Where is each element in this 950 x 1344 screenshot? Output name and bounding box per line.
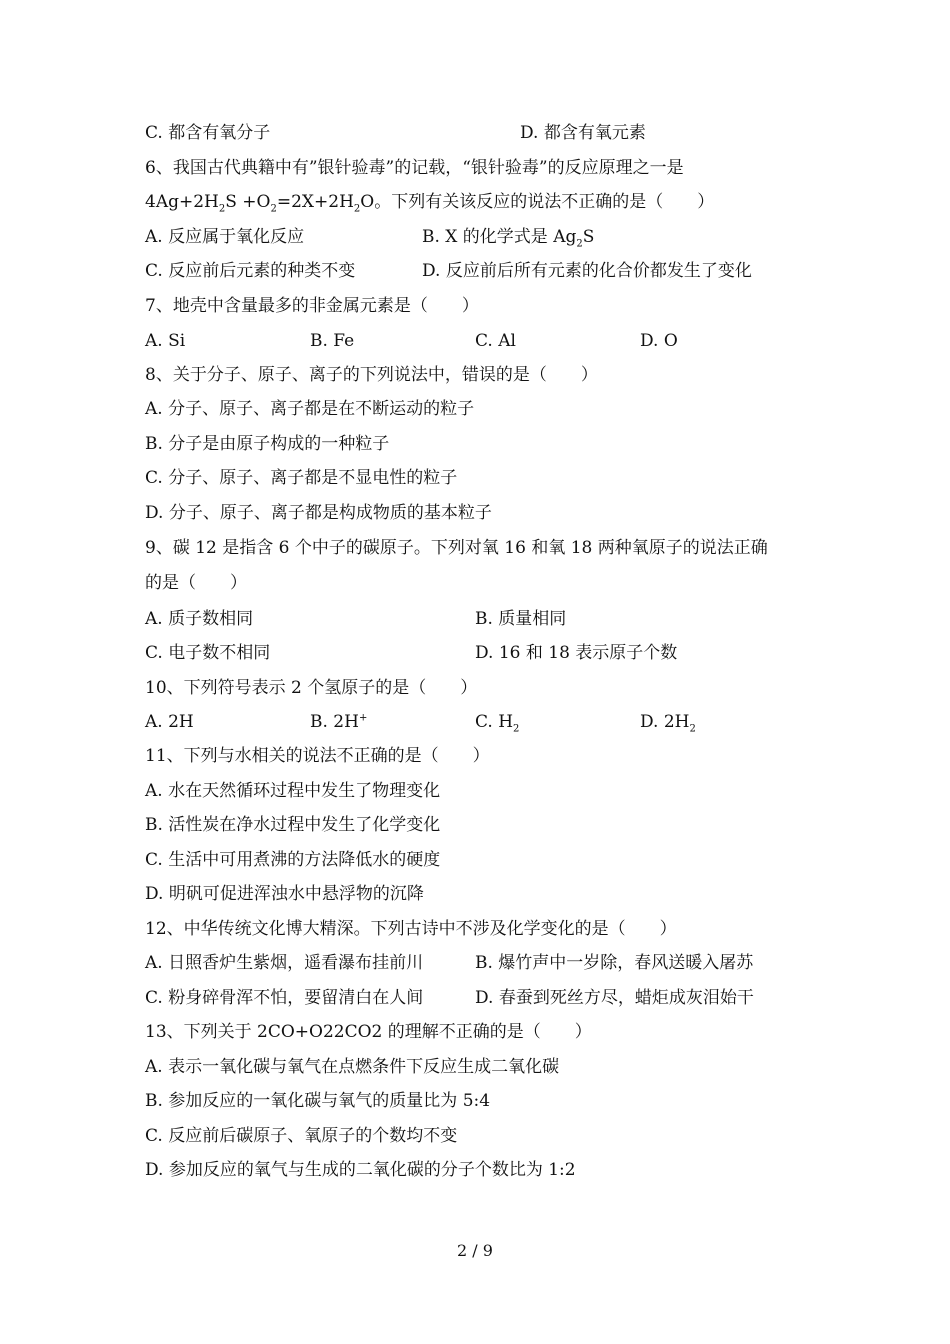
option-a: A. Si xyxy=(145,331,186,351)
option-a: A. 反应属于氧化反应 xyxy=(145,227,305,247)
question-6-stem-tail: 下列有关该反应的说法不正确的是（ ） xyxy=(391,192,715,212)
question-11-option-b: B. 活性炭在净水过程中发生了化学变化 xyxy=(145,815,441,835)
option-b: B. Fe xyxy=(310,331,355,351)
option-d: D. 反应前后所有元素的化合价都发生了变化 xyxy=(422,261,752,281)
option-a: A. 2H xyxy=(145,712,194,732)
option-c: C. Al xyxy=(475,331,516,351)
option-d: D. 都含有氧元素 xyxy=(520,123,646,143)
question-8-option-d: D. 分子、原子、离子都是构成物质的基本粒子 xyxy=(145,503,492,523)
option-a: A. 质子数相同 xyxy=(145,609,254,629)
option-d: D. 16 和 18 表示原子个数 xyxy=(475,643,678,663)
equation: $4Ag+2H_2S +O_2=2X+2H_2O$。 xyxy=(145,192,392,215)
question-9-stem: 9、碳 12 是指含 6 个中子的碳原子。下列对氧 16 和氧 18 两种氧原子的说法正确 xyxy=(145,538,768,558)
question-7-stem: 7、地壳中含量最多的非金属元素是（ ） xyxy=(145,296,479,316)
option-c: C. 都含有氧分子 xyxy=(145,123,271,143)
option-d: D. O xyxy=(640,331,678,351)
question-12-stem: 12、中华传统文化博大精深。下列古诗中不涉及化学变化的是（ ） xyxy=(145,919,677,939)
question-13-option-a: A. 表示一氧化碳与氧气在点燃条件下反应生成二氧化碳 xyxy=(145,1057,560,1077)
option-b: B. 2H+ xyxy=(310,712,368,732)
option-d: D. 春蚕到死丝方尽，蜡炬成灰泪始干 xyxy=(475,988,754,1008)
question-11-option-c: C. 生活中可用煮沸的方法降低水的硬度 xyxy=(145,850,441,870)
question-11-stem: 11、下列与水相关的说法不正确的是（ ） xyxy=(145,746,490,766)
option-d: D. $2H_2$ xyxy=(640,712,696,735)
option-c: C. 粉身碎骨浑不怕，要留清白在人间 xyxy=(145,988,424,1008)
question-10-stem: 10、下列符号表示 2 个氢原子的是（ ） xyxy=(145,678,478,698)
question-8-stem: 8、关于分子、原子、离子的下列说法中，错误的是（ ） xyxy=(145,365,598,385)
question-13-option-b: B. 参加反应的一氧化碳与氧气的质量比为 5:4 xyxy=(145,1091,491,1111)
question-6-equation-line xyxy=(145,191,714,213)
question-13-stem: 13、下列关于 2CO+O22CO2 的理解不正确的是（ ） xyxy=(145,1022,592,1042)
option-a: A. 日照香炉生紫烟，遥看瀑布挂前川 xyxy=(145,953,424,973)
question-8-option-c: C. 分子、原子、离子都是不显电性的粒子 xyxy=(145,468,458,488)
question-13-option-d: D. 参加反应的氧气与生成的二氧化碳的分子个数比为 1:2 xyxy=(145,1160,576,1180)
option-c: C. 电子数不相同 xyxy=(145,643,271,663)
question-11-option-a: A. 水在天然循环过程中发生了物理变化 xyxy=(145,781,441,801)
question-8-option-a: A. 分子、原子、离子都是在不断运动的粒子 xyxy=(145,399,475,419)
option-b: B. 质量相同 xyxy=(475,609,567,629)
option-c: C. $H_2$ xyxy=(475,712,520,735)
question-6-stem: 6、我国古代典籍中有”银针验毒”的记载，“银针验毒”的反应原理之一是 xyxy=(145,158,684,178)
question-11-option-d: D. 明矾可促进浑浊水中悬浮物的沉降 xyxy=(145,884,424,904)
question-13-option-c: C. 反应前后碳原子、氧原子的个数均不变 xyxy=(145,1126,458,1146)
option-b: B. X 的化学式是 $Ag_2S$ xyxy=(422,227,595,250)
option-c: C. 反应前后元素的种类不变 xyxy=(145,261,356,281)
option-b: B. 爆竹声中一岁除，春风送暖入屠苏 xyxy=(475,953,754,973)
page-number: 2 / 9 xyxy=(457,1241,493,1260)
question-8-option-b: B. 分子是由原子构成的一种粒子 xyxy=(145,434,390,454)
question-9-stem-cont: 的是（ ） xyxy=(145,573,247,593)
